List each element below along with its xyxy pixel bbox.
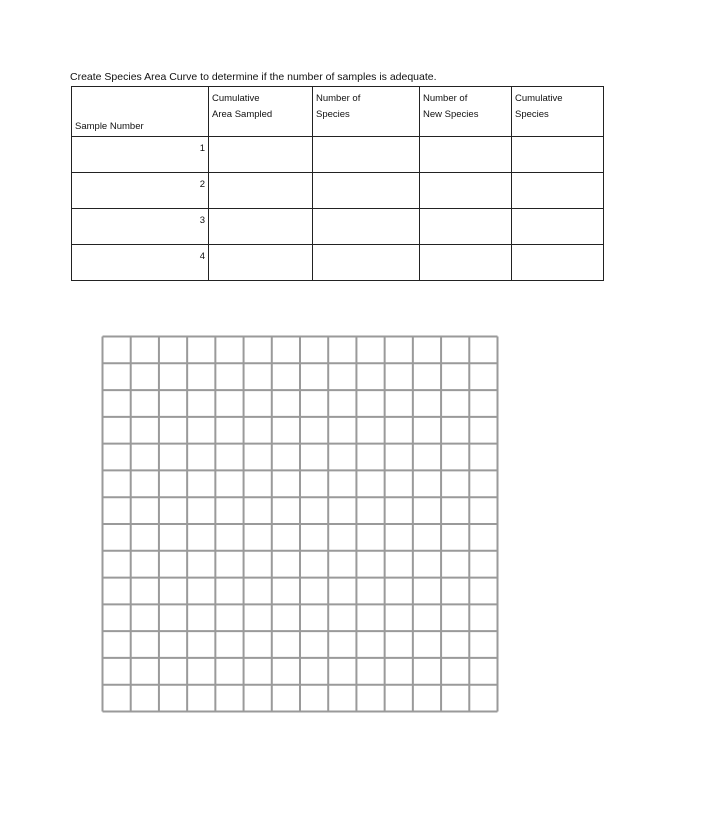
- instruction-text: Create Species Area Curve to determine if the number of samples is adequate.: [70, 71, 437, 83]
- table-row: [72, 209, 604, 245]
- header-line: Species: [316, 109, 350, 120]
- header-number-of-species: [313, 87, 420, 137]
- header-line: New Species: [423, 109, 479, 120]
- table-row: [72, 245, 604, 281]
- cumulative-species-cell[interactable]: [512, 173, 604, 209]
- cumulative-area-cell[interactable]: [209, 173, 313, 209]
- header-sample-number: [72, 87, 209, 137]
- table-header-row: [72, 87, 604, 137]
- header-line: Cumulative: [212, 93, 260, 104]
- number-of-species-cell[interactable]: [313, 173, 420, 209]
- sample-number-cell: 3: [72, 209, 209, 245]
- header-number-of-new-species: [420, 87, 512, 137]
- cumulative-species-cell[interactable]: [512, 209, 604, 245]
- new-species-cell[interactable]: [420, 209, 512, 245]
- header-line: Sample Number: [75, 121, 144, 132]
- header-cumulative-area-sampled: [209, 87, 313, 137]
- new-species-cell[interactable]: [420, 137, 512, 173]
- header-line: Species: [515, 109, 549, 120]
- sample-number-cell: 1: [72, 137, 209, 173]
- species-area-table: [71, 86, 604, 281]
- number-of-species-cell[interactable]: [313, 209, 420, 245]
- header-line: Area Sampled: [212, 109, 273, 120]
- table-row: [72, 173, 604, 209]
- cumulative-area-cell[interactable]: [209, 137, 313, 173]
- cumulative-species-cell[interactable]: [512, 137, 604, 173]
- cumulative-species-cell[interactable]: [512, 245, 604, 281]
- sample-number-cell: 4: [72, 245, 209, 281]
- cumulative-area-cell[interactable]: [209, 245, 313, 281]
- new-species-cell[interactable]: [420, 245, 512, 281]
- number-of-species-cell[interactable]: [313, 137, 420, 173]
- header-line: Number of: [423, 93, 468, 104]
- header-cumulative-species: [512, 87, 604, 137]
- sample-number-cell: 2: [72, 173, 209, 209]
- graph-paper-grid: [101, 335, 499, 713]
- new-species-cell[interactable]: [420, 173, 512, 209]
- table-row: [72, 137, 604, 173]
- header-line: Cumulative: [515, 93, 563, 104]
- header-line: Number of: [316, 93, 361, 104]
- number-of-species-cell[interactable]: [313, 245, 420, 281]
- cumulative-area-cell[interactable]: [209, 209, 313, 245]
